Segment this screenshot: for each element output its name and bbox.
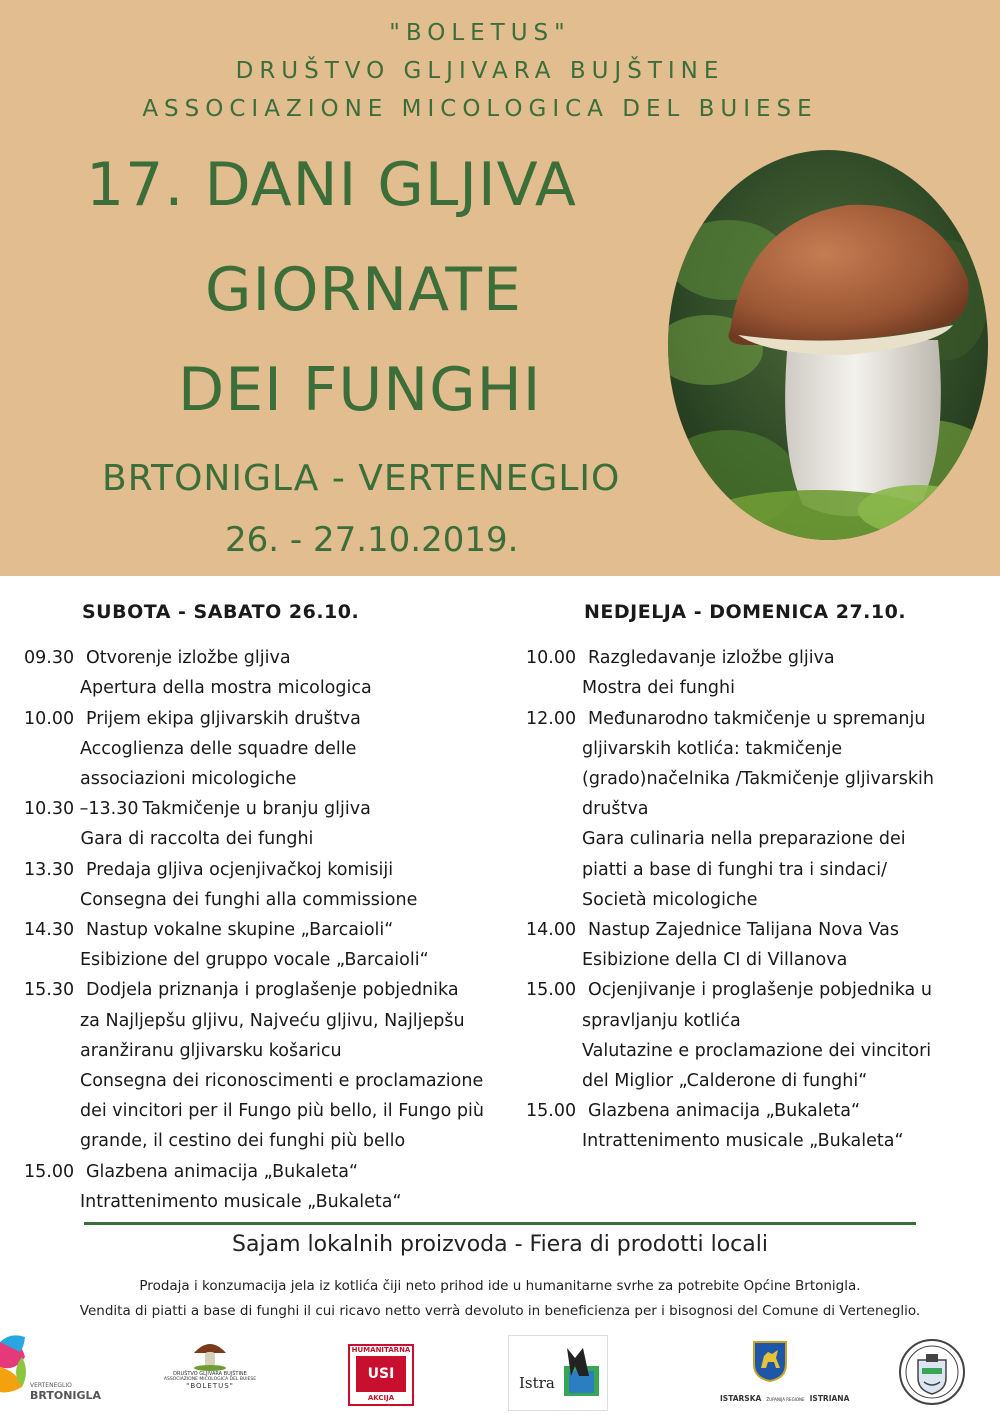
event-description-line: Apertura della mostra micologica — [80, 678, 372, 699]
event-time: 13.30 — [24, 859, 75, 880]
event-description-line: Mostra dei funghi — [582, 678, 735, 699]
humanitarna-logo-top: HUMANITARNA — [351, 1346, 411, 1354]
event-time: 15.00 — [526, 1101, 577, 1122]
humanitarna-logo-bottom: AKCIJA — [367, 1394, 395, 1402]
event-description-line: Glazbena animacija „Bukaleta“ — [588, 1101, 861, 1122]
event-time: 15.30 — [24, 980, 75, 1001]
event-title-line3: DEI FUNGHI — [178, 355, 542, 425]
event-description-line: Società micologiche — [582, 889, 758, 910]
org-name-croatian: DRUŠTVO GLJIVARA BUJŠTINE — [235, 58, 725, 84]
event-time: 10.30 –13.30 — [24, 799, 139, 820]
sunday-schedule — [526, 597, 986, 1157]
istarska-logo-right: ISTRIANA — [809, 1394, 850, 1403]
event-time: 10.00 — [526, 648, 577, 669]
event-description-line: Takmičenje u branju gljiva — [142, 799, 371, 820]
event-dates: 26. - 27.10.2019. — [225, 520, 519, 560]
istarska-zupanija-logo — [720, 1340, 850, 1412]
event-description-line: Esibizione del gruppo vocale „Barcaioli“ — [80, 950, 429, 971]
event-description-line: spravljanju kotlića — [582, 1010, 741, 1031]
event-description-line: del Miglior „Calderone di funghi“ — [582, 1071, 868, 1092]
event-title-line2: GIORNATE — [205, 255, 522, 325]
event-time: 09.30 — [24, 648, 75, 669]
sunday-event — [526, 704, 986, 915]
event-description-line: Gara culinaria nella preparazione dei — [582, 829, 906, 850]
sunday-event — [526, 1096, 986, 1156]
header-banner — [0, 0, 1000, 576]
saturday-event — [24, 975, 494, 1156]
event-description-line: Prijem ekipa gljivarskih društva — [86, 708, 361, 729]
event-description-line: Accoglienza delle squadre delle — [80, 738, 357, 759]
brtonigla-logo-text: BRTONIGLA — [30, 1389, 102, 1402]
event-description-line: Gara di raccolta dei funghi — [80, 829, 314, 850]
boletus-logo — [155, 1337, 265, 1412]
saturday-schedule — [24, 597, 494, 1217]
event-description-line: associazioni micologiche — [80, 769, 297, 790]
brtonigla-logo — [0, 1332, 102, 1412]
event-description-line: Otvorenje izložbe gljiva — [86, 648, 291, 669]
humanitarna-logo-mid: USI — [356, 1356, 406, 1392]
event-description-line: Nastup vokalne skupine „Barcaioli“ — [86, 920, 394, 941]
event-time: 14.30 — [24, 920, 75, 941]
event-time: 12.00 — [526, 708, 577, 729]
charity-note-italian: Vendita di piatti a base di funghi il cui ricavo netto verrà devoluto in beneficienza per i bisognosi del Comune di Verteneglio. — [79, 1303, 921, 1319]
event-description-line: za Najljepšu gljivu, Najveću gljivu, Najljepšu — [80, 1010, 465, 1031]
event-description-line: dei vincitori per il Fungo più bello, il Fungo più — [80, 1101, 484, 1122]
sponsor-logos — [0, 1332, 1000, 1414]
sunday-event — [526, 915, 986, 975]
event-description-line: Intrattenimento musicale „Bukaleta“ — [80, 1191, 402, 1212]
divider — [84, 1222, 916, 1225]
saturday-event — [24, 643, 494, 703]
event-description-line: Međunarodno takmičenje u spremanju — [588, 708, 926, 729]
brtonigla-logo-small: VERTENEGLIO — [30, 1382, 72, 1389]
fair-caption: Sajam lokalnih proizvoda - Fiera di prodotti locali — [232, 1232, 768, 1257]
event-description-line: Nastup Zajednice Talijana Nova Vas — [588, 920, 900, 941]
event-description-line: gljivarskih kotlića: takmičenje — [582, 738, 843, 759]
event-time: 15.00 — [24, 1161, 75, 1182]
event-description-line: Intrattenimento musicale „Bukaleta“ — [582, 1131, 904, 1152]
humanitarna-akcija-logo — [348, 1344, 414, 1406]
event-place: BRTONIGLA - VERTENEGLIO — [102, 458, 621, 499]
event-description-line: Valutazine e proclamazione dei vincitori — [582, 1040, 932, 1061]
istarska-logo-left: ISTARSKA — [720, 1394, 762, 1403]
mushroom-photo — [668, 150, 988, 540]
istra-logo-text: Istra — [519, 1374, 555, 1392]
sunday-heading: NEDJELJA - DOMENICA 27.10. — [584, 601, 907, 623]
saturday-event — [24, 855, 494, 915]
event-description-line: Glazbena animacija „Bukaleta“ — [86, 1161, 359, 1182]
saturday-heading: SUBOTA - SABATO 26.10. — [82, 601, 360, 623]
boletus-logo-line3: "BOLETUS" — [186, 1382, 234, 1390]
istarska-logo-small: ŽUPANIJA REGIONE — [766, 1397, 805, 1402]
event-description-line: Consegna dei riconoscimenti e proclamazione — [80, 1071, 484, 1092]
event-description-line: Predaja gljiva ocjenjivačkoj komisiji — [86, 859, 394, 880]
saturday-event — [24, 915, 494, 975]
event-description-line: društva — [582, 799, 649, 820]
sunday-event — [526, 975, 986, 1096]
org-name: "BOLETUS" — [389, 20, 571, 46]
boletus-logo-line2: ASSOCIAZIONE MICOLOGICA DEL BUIESE — [163, 1377, 257, 1382]
event-description-line: grande, il cestino dei funghi più bello — [80, 1131, 406, 1152]
event-description-line: Consegna dei funghi alla commissione — [80, 889, 418, 910]
event-description-line: piatti a base di funghi tra i sindaci/ — [582, 859, 887, 880]
saturday-event — [24, 794, 494, 854]
boletus-logo-line1: DRUŠTVO GLJIVARA BUJŠTINE — [173, 1371, 247, 1377]
event-description-line: Razgledavanje izložbe gljiva — [588, 648, 835, 669]
event-time: 14.00 — [526, 920, 577, 941]
sunday-event — [526, 643, 986, 703]
municipal-seal — [898, 1338, 966, 1406]
saturday-event — [24, 1157, 494, 1217]
event-time: 10.00 — [24, 708, 75, 729]
istra-logo — [508, 1335, 608, 1411]
saturday-event — [24, 704, 494, 795]
event-description-line: Esibizione della CI di Villanova — [582, 950, 848, 971]
event-description-line: Dodjela priznanja i proglašenje pobjednika — [86, 980, 459, 1001]
event-description-line: (grado)načelnika /Takmičenje gljivarskih — [582, 769, 934, 790]
org-name-italian: ASSOCIAZIONE MICOLOGICA DEL BUIESE — [142, 96, 818, 122]
event-time: 15.00 — [526, 980, 577, 1001]
event-description-line: Ocjenjivanje i proglašenje pobjednika u — [588, 980, 932, 1001]
charity-note-croatian: Prodaja i konzumacija jela iz kotlića čiji neto prihod ide u humanitarne svrhe za potrebite Općine Brtonigla. — [139, 1278, 861, 1294]
event-title-line1: 17. DANI GLJIVA — [86, 150, 577, 220]
event-description-line: aranžiranu gljivarsku košaricu — [80, 1040, 342, 1061]
